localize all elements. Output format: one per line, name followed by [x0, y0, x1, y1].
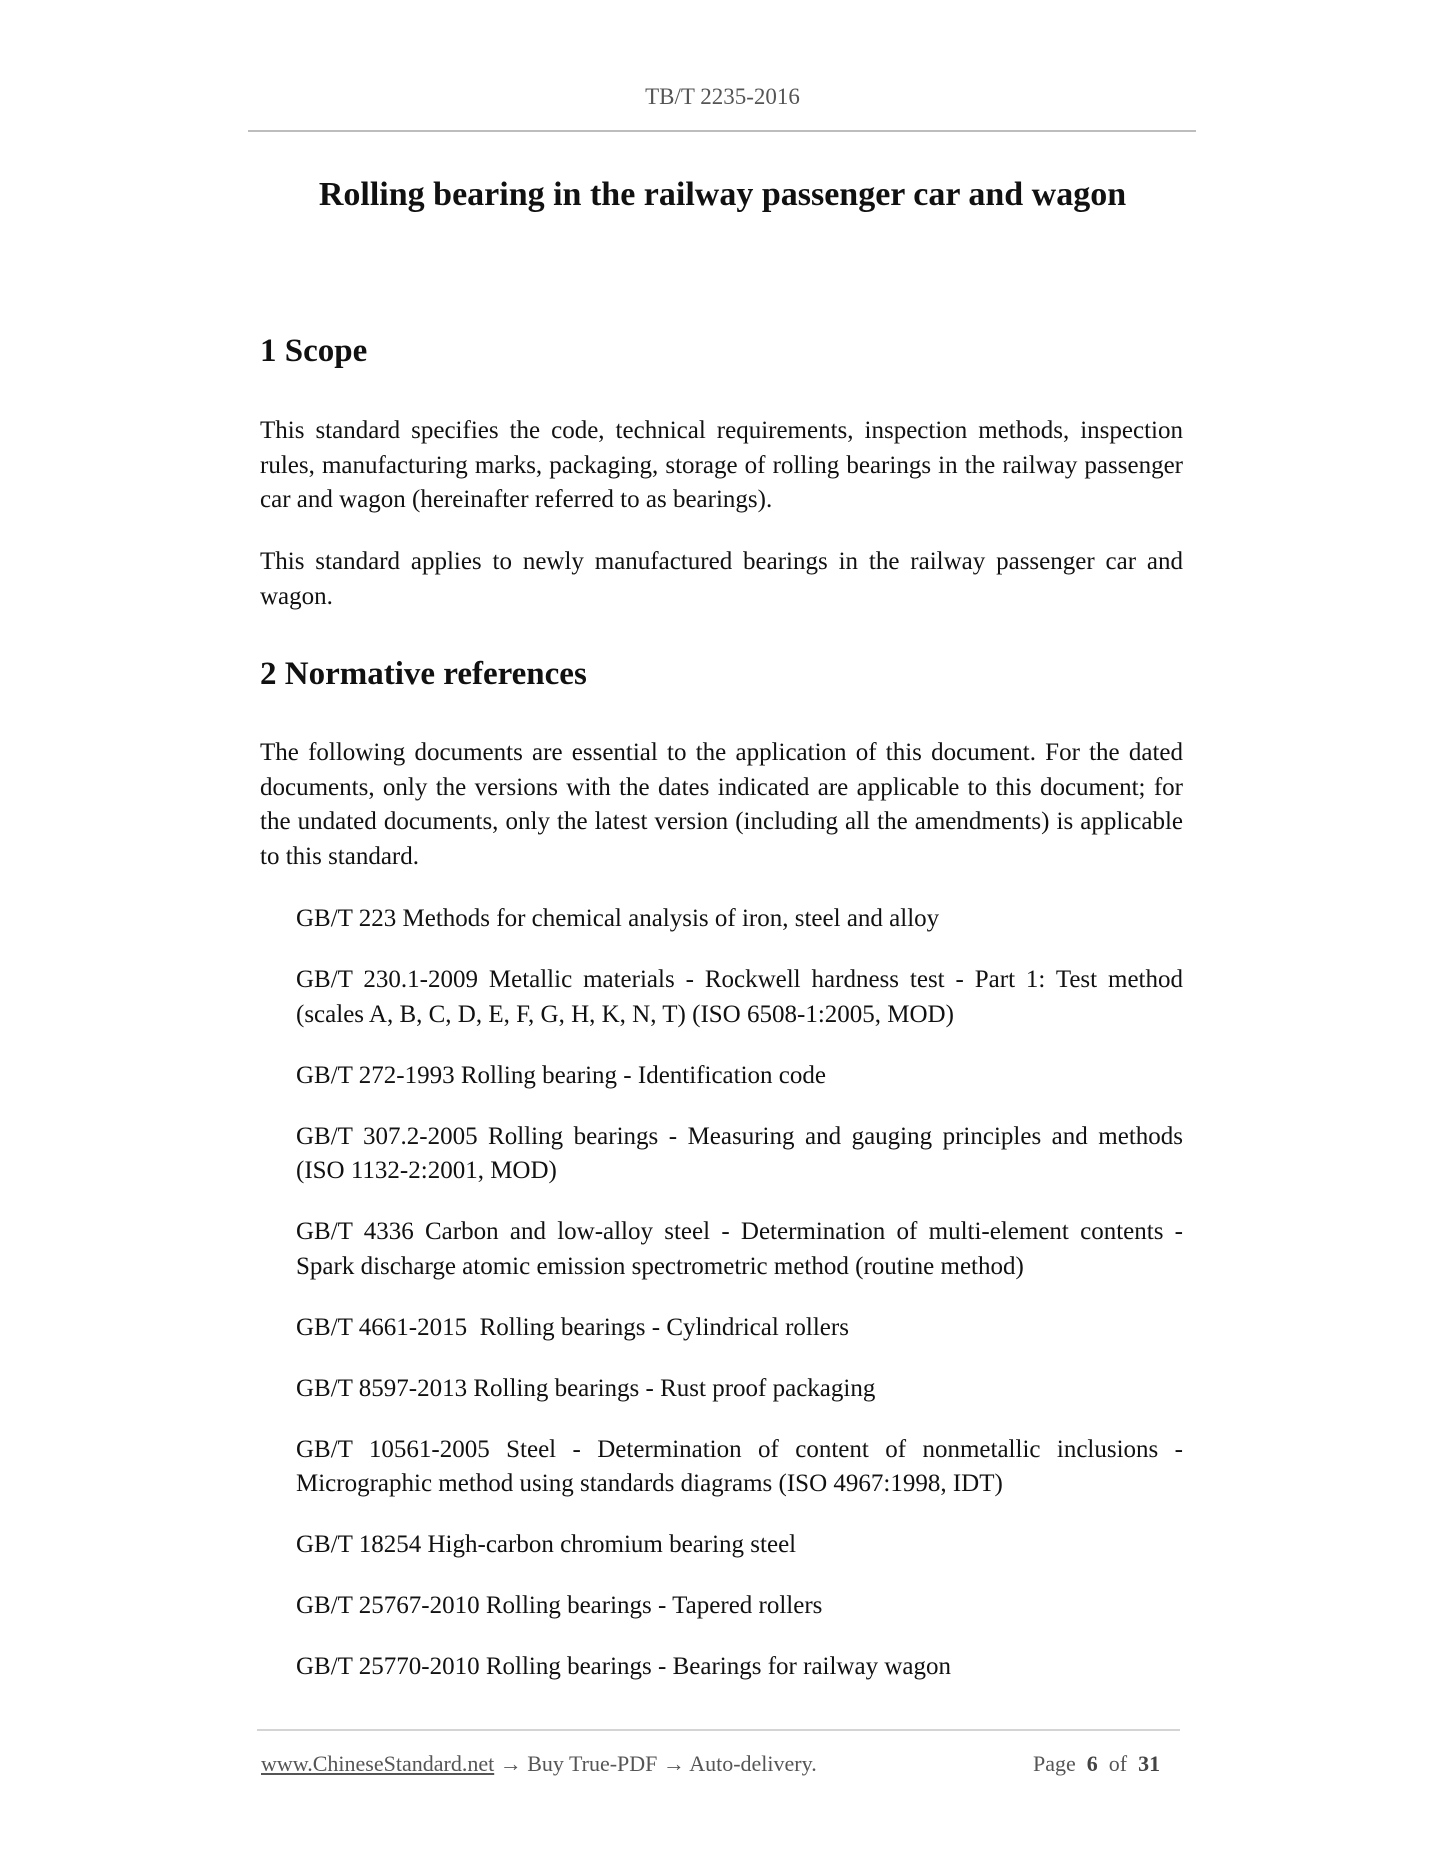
normative-intro-paragraph: The following documents are essential to the application of this document. For the dated documents, only the versions with the dates indicated are applicable to this document; for the undated documents, only the latest version (including all the amendments) is applicable to this standard. — [260, 739, 1183, 870]
reference-item: GB/T 272-1993 Rolling bearing - Identification code — [296, 1061, 826, 1089]
reference-item: GB/T 230.1-2009 Metallic materials - Rockwell hardness test - Part 1: Test method (scales A, B, C, D, E, F, G, H, K, N, T) (ISO 6508-1:2005, MOD) — [296, 965, 1183, 1028]
reference-item: GB/T 8597-2013 Rolling bearings - Rust proof packaging — [296, 1374, 876, 1402]
scope-paragraph-1: This standard specifies the code, technical requirements, inspection methods, inspection rules, manufacturing marks, packaging, storage of rolling bearings in the railway passenger car and wagon (hereinafter referred to as bearings). — [260, 417, 1183, 514]
document-title: Rolling bearing in the railway passenger car and wagon — [318, 176, 1127, 213]
page-label: Page — [1033, 1751, 1076, 1776]
scope-paragraph-2: This standard applies to newly manufactured bearings in the railway passenger car and wagon. — [260, 548, 1183, 610]
reference-item: GB/T 4661-2015 Rolling bearings - Cylindrical rollers — [296, 1313, 849, 1341]
page-total: 31 — [1138, 1751, 1161, 1776]
delivery-text: Auto-delivery. — [689, 1751, 817, 1776]
section-heading-normative-references: 2 Normative references — [260, 656, 587, 692]
page-number: 6 — [1086, 1751, 1098, 1776]
footer-promo — [261, 1751, 817, 1777]
reference-item: GB/T 25767-2010 Rolling bearings - Tapered rollers — [296, 1592, 823, 1620]
arrow-icon: → — [662, 1751, 685, 1776]
page-indicator — [1033, 1751, 1160, 1777]
website-link[interactable]: www.ChineseStandard.net — [261, 1751, 495, 1776]
reference-item: GB/T 25770-2010 Rolling bearings - Bearings for railway wagon — [296, 1653, 951, 1681]
section-heading-scope: 1 Scope — [260, 333, 368, 369]
reference-item: GB/T 10561-2005 Steel - Determination of content of nonmetallic inclusions - Micrographic method using standards diagrams (ISO 4967:1998, IDT) — [296, 1435, 1183, 1498]
footer-divider — [257, 1729, 1180, 1731]
arrow-icon: → — [499, 1751, 522, 1776]
reference-item: GB/T 223 Methods for chemical analysis of iron, steel and alloy — [296, 905, 940, 932]
of-label: of — [1108, 1751, 1128, 1776]
header-divider — [248, 130, 1196, 132]
reference-item: GB/T 4336 Carbon and low-alloy steel - Determination of multi-element contents - Spark discharge atomic emission spectrometric method (routine method) — [296, 1218, 1183, 1280]
reference-item: GB/T 18254 High-carbon chromium bearing steel — [296, 1531, 797, 1559]
header-doc-code: TB/T 2235-2016 — [645, 84, 800, 109]
buy-text: Buy True-PDF — [527, 1751, 658, 1776]
reference-list — [296, 902, 1183, 1711]
reference-item: GB/T 307.2-2005 Rolling bearings - Measuring and gauging principles and methods (ISO 1132-2:2001, MOD) — [296, 1122, 1183, 1185]
